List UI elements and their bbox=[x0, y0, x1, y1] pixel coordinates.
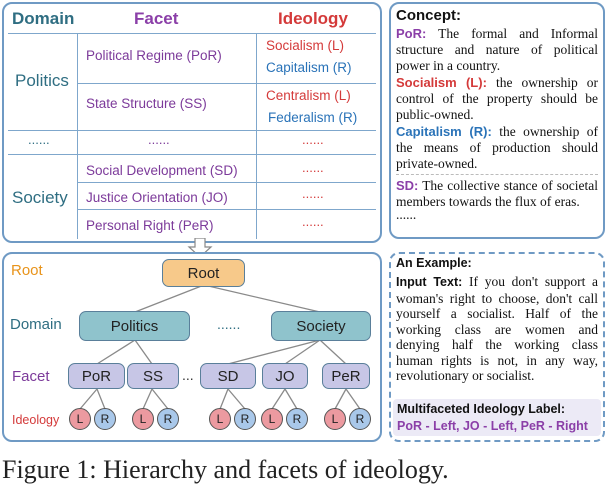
concept-divider bbox=[396, 174, 598, 175]
tree-ideology-label: Ideology bbox=[12, 413, 60, 427]
example-title: An Example: bbox=[396, 256, 472, 270]
tree-facet-per: PeR bbox=[322, 363, 370, 389]
tree-root-label: Root bbox=[11, 262, 43, 279]
tree-facet-por: PoR bbox=[68, 363, 125, 389]
tree-ideology-left: L bbox=[132, 408, 154, 430]
ideology-ellipsis: ...... bbox=[302, 214, 324, 229]
tree-facet-ss: SS bbox=[127, 363, 179, 389]
concept-socialism: Socialism (L): the ownership or control of the property should be public-owned. bbox=[396, 75, 599, 122]
facet-state-structure: State Structure (SS) bbox=[86, 96, 207, 111]
tree-ideology-left: L bbox=[209, 408, 231, 430]
facet-social-development: Social Development (SD) bbox=[86, 163, 238, 178]
concept-sd: SD: The collective stance of societal members towards the flux of eras. bbox=[396, 178, 598, 209]
domain-politics: Politics bbox=[15, 71, 69, 90]
tree-domain-politics: Politics bbox=[79, 311, 190, 341]
facet-personal-right: Personal Right (PeR) bbox=[86, 218, 214, 233]
ideology-ellipsis: ...... bbox=[302, 132, 324, 147]
ideology-ellipsis: ...... bbox=[302, 186, 324, 201]
concept-more: ...... bbox=[396, 207, 417, 222]
tree-facet-jo: JO bbox=[262, 363, 308, 389]
concept-definitions bbox=[396, 26, 598, 220]
tree-ideology-right: R bbox=[286, 408, 308, 430]
ideology-socialism: Socialism (L) bbox=[266, 38, 345, 53]
facet-header: Facet bbox=[134, 9, 179, 28]
concept-por: PoR: The formal and Informal structure and nature of political power in a country. bbox=[396, 26, 598, 73]
tree-facet-ellipsis: ... bbox=[182, 367, 194, 383]
facet-political-regime: Political Regime (PoR) bbox=[86, 48, 222, 63]
figure-caption: Figure 1: Hierarchy and facets of ideology. bbox=[2, 455, 449, 484]
facet-ellipsis: ...... bbox=[148, 132, 170, 147]
example-label-value: PoR - Left, JO - Left, PeR - Right bbox=[397, 419, 588, 433]
facet-justice-orientation: Justice Orientation (JO) bbox=[86, 190, 228, 205]
ideology-federalism: Federalism (R) bbox=[268, 110, 358, 125]
tree-ideology-right: R bbox=[157, 408, 179, 430]
tree-ideology-left: L bbox=[261, 408, 283, 430]
domain-society: Society bbox=[12, 188, 68, 207]
ideology-header: Ideology bbox=[278, 9, 348, 28]
domain-header: Domain bbox=[12, 9, 75, 28]
ideology-capitalism: Capitalism (R) bbox=[266, 60, 352, 75]
tree-root-node: Root bbox=[162, 259, 245, 287]
tree-ideology-left: L bbox=[69, 408, 91, 430]
tree-ideology-right: R bbox=[349, 408, 371, 430]
tree-ideology-left: L bbox=[324, 408, 346, 430]
example-input: Input Text: If you don't support a woman's right to choose, don't call yourself a socialist. Half of the working class are women and denying half the working class human rights is not, in any way, revolutionary or socialist. bbox=[396, 274, 599, 383]
concept-capitalism: Capitalism (R): the ownership of the means of production should private-owned. bbox=[396, 124, 599, 171]
ideology-ellipsis: ...... bbox=[302, 160, 324, 175]
concept-title: Concept: bbox=[396, 7, 461, 24]
tree-domain-label: Domain bbox=[10, 316, 62, 333]
tree-domain-society: Society bbox=[271, 311, 371, 341]
ideology-centralism: Centralism (L) bbox=[266, 88, 351, 103]
tree-ideology-right: R bbox=[234, 408, 256, 430]
domain-ellipsis: ...... bbox=[28, 132, 50, 147]
tree-ideology-right: R bbox=[94, 408, 116, 430]
tree-domain-ellipsis: ...... bbox=[217, 316, 241, 332]
example-label-title: Multifaceted Ideology Label: bbox=[397, 402, 566, 416]
tree-facet-label: Facet bbox=[12, 368, 50, 385]
tree-facet-sd: SD bbox=[200, 363, 256, 389]
